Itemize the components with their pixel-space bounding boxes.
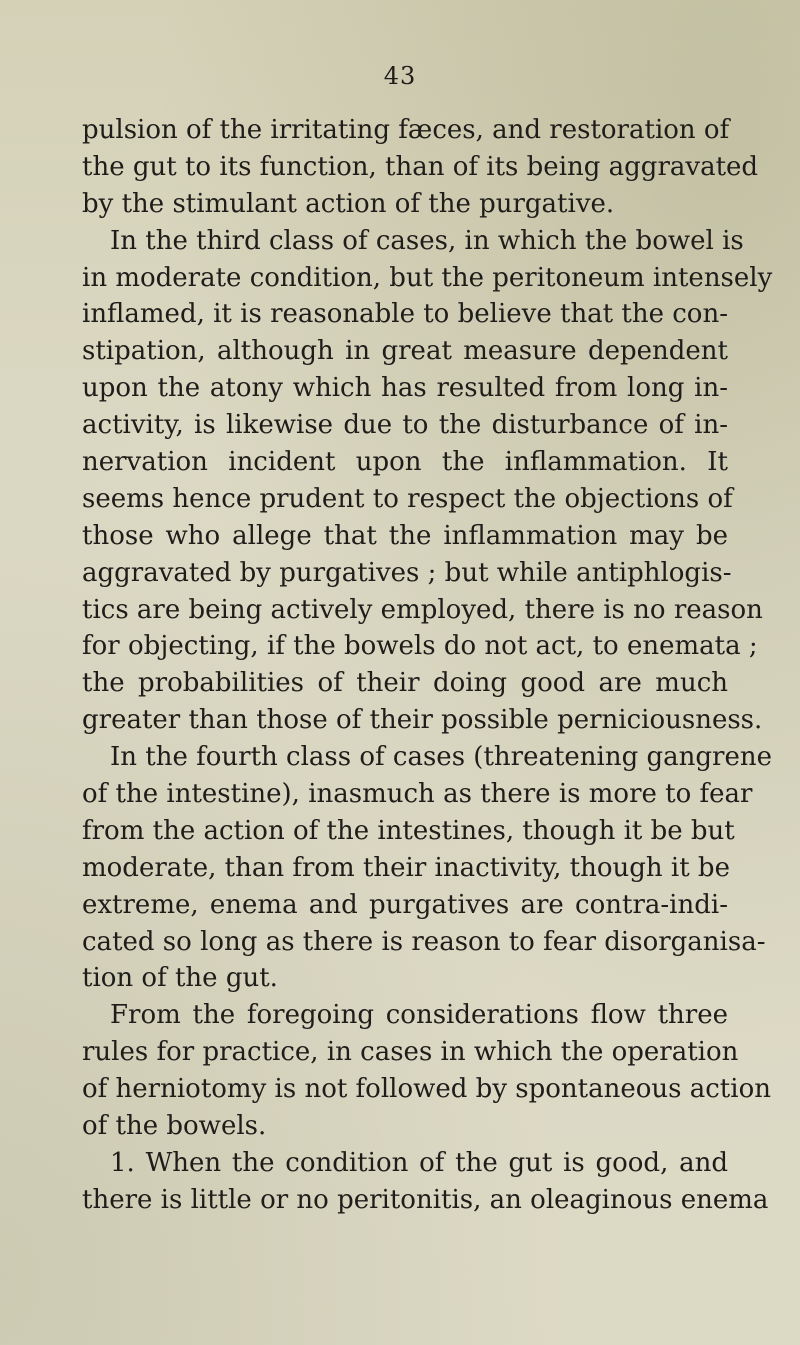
- text-line: tion of the gut.: [82, 963, 278, 994]
- text-line: From the foregoing considerations flow three: [110, 1000, 728, 1031]
- text-line: tics are being actively employed, there is no reason: [82, 594, 763, 625]
- text-line: In the fourth class of cases (threatening gangrene: [110, 742, 772, 773]
- text-line: of herniotomy is not followed by spontaneous action: [82, 1074, 771, 1105]
- text-line: cated so long as there is reason to fear disorganisa-: [82, 926, 766, 957]
- text-line: seems hence prudent to respect the objections of: [82, 483, 733, 514]
- text-line: upon the atony which has resulted from long in-: [82, 373, 728, 404]
- text-line: of the bowels.: [82, 1111, 267, 1142]
- text-line: of the intestine), inasmuch as there is more to fear: [82, 779, 753, 810]
- text-line: for objecting, if the bowels do not act, to enemata ;: [82, 631, 758, 662]
- text-line: rules for practice, in cases in which the operation: [82, 1037, 739, 1068]
- text-line: stipation, although in great measure dependent: [82, 336, 728, 367]
- page-number: 43: [383, 62, 417, 90]
- text-line: greater than those of their possible perniciousness.: [82, 705, 763, 736]
- text-line: moderate, than from their inactivity, though it be: [82, 852, 730, 883]
- text-line: the probabilities of their doing good are much: [82, 668, 728, 699]
- text-line: by the stimulant action of the purgative.: [82, 188, 615, 219]
- text-line: 1. When the condition of the gut is good, and: [110, 1147, 728, 1178]
- text-line: activity, is likewise due to the disturbance of in-: [82, 410, 728, 441]
- body-text: [82, 112, 773, 1219]
- text-line: pulsion of the irritating fæces, and restoration of: [82, 115, 730, 145]
- text-line: aggravated by purgatives ; but while antiphlogis-: [82, 557, 732, 588]
- text-line: in moderate condition, but the peritoneum intensely: [82, 262, 773, 293]
- text-line: the gut to its function, than of its being aggravated: [82, 151, 759, 182]
- text-line: inflamed, it is reasonable to believe that the con-: [82, 299, 728, 330]
- text-line: nervation incident upon the inflammation. It: [82, 447, 728, 478]
- text-line: extreme, enema and purgatives are contra-indi-: [82, 889, 728, 920]
- text-line: from the action of the intestines, though it be but: [82, 815, 735, 846]
- text-line: In the third class of cases, in which the bowel is: [110, 225, 744, 256]
- text-line: those who allege that the inflammation may be: [82, 520, 728, 551]
- text-line: there is little or no peritonitis, an oleaginous enema: [82, 1184, 769, 1215]
